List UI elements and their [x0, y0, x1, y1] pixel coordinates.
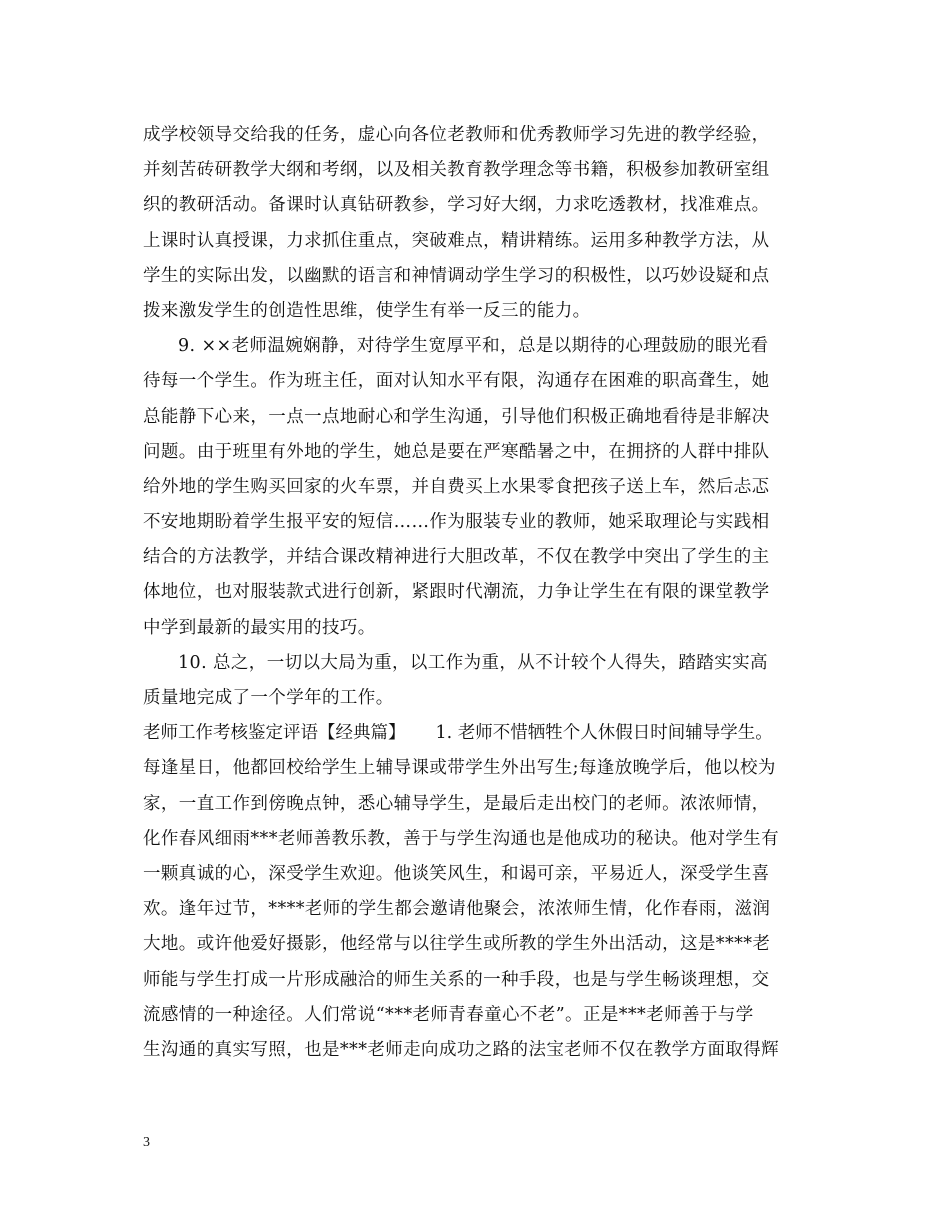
- text-line: 织的教研活动。备课时认真钻研教参，学习好大纲，力求吃透教材，找准难点。: [143, 195, 770, 216]
- text-line: 总能静下心来，一点一点地耐心和学生沟通，引导他们积极正确地看待是非解决: [143, 406, 770, 427]
- text-line: 体地位，也对服装款式进行创新，紧跟时代潮流，力争让学生在有限的课堂教学: [143, 582, 770, 603]
- text-line: 上课时认真授课，力求抓住重点，突破难点，精讲精练。运用多种教学方法，从: [143, 230, 770, 251]
- text-line: 家，一直工作到傍晚点钟，悉心辅导学生，是最后走出校门的老师。浓浓师情，: [143, 793, 770, 814]
- text-line: 一颗真诚的心，深受学生欢迎。他谈笑风生，和谒可亲，平易近人，深受学生喜: [143, 863, 770, 884]
- text-line: 中学到最新的最实用的技巧。: [143, 617, 376, 638]
- text-line: 生沟通的真实写照，也是***老师走向成功之路的法宝老师不仅在教学方面取得辉: [143, 1039, 780, 1060]
- paragraph-10-start: 10. 总之，一切以大局为重，以工作为重，从不计较个人得失，踏踏实实高: [178, 652, 768, 673]
- page-number: 3: [143, 1135, 150, 1150]
- text-line: 每逢星日，他都回校给学生上辅导课或带学生外出写生;每逢放晚学后，他以校为: [143, 758, 776, 779]
- text-line: 大地。或许他爱好摄影，他经常与以往学生或所教的学生外出活动，这是****老: [143, 934, 771, 955]
- document-body: [143, 118, 823, 1068]
- text-line: 给外地的学生购买回家的火车票，并自费买上水果零食把孩子送上车，然后忐忑: [143, 476, 770, 497]
- section-heading: 老师工作考核鉴定评语【经典篇】: [143, 723, 406, 744]
- text-line: 师能与学生打成一片形成融洽的师生关系的一种手段，也是与学生畅谈理想，交: [143, 969, 770, 990]
- section-first-text: 1. 老师不惜牺牲个人休假日时间辅导学生。: [435, 723, 773, 744]
- section-heading-line: [143, 716, 823, 751]
- paragraph-9-start: 9. ××老师温婉娴静，对待学生宽厚平和，总是以期待的心理鼓励的眼光看: [178, 336, 769, 357]
- text-line: 成学校领导交给我的任务，虚心向各位老教师和优秀教师学习先进的教学经验，: [143, 125, 770, 145]
- text-line: 学生的实际出发，以幽默的语言和神情调动学生学习的积极性，以巧妙设疑和点: [143, 265, 770, 286]
- text-line: 结合的方法教学，并结合课改精神进行大胆改革，不仅在教学中突出了学生的主: [143, 547, 770, 568]
- text-line: 流感情的一种途径。人们常说“***老师青春童心不老”。正是***老师善于与学: [143, 1004, 754, 1025]
- text-line: 并刻苦砖研教学大纲和考纲，以及相关教育教学理念等书籍，积极参加教研室组: [143, 160, 770, 181]
- text-line: 质量地完成了一个学年的工作。: [143, 688, 394, 708]
- text-line: 化作春风细雨***老师善教乐教，善于与学生沟通也是他成功的秘诀。他对学生有: [143, 828, 780, 849]
- text-line: 问题。由于班里有外地的学生，她总是要在严寒酷暑之中，在拥挤的人群中排队: [143, 441, 770, 462]
- text-line: 待每一个学生。作为班主任，面对认知水平有限，沟通存在困难的职高聋生，她: [143, 371, 770, 392]
- text-line: 拨来激发学生的创造性思维，使学生有举一反三的能力。: [143, 300, 591, 321]
- text-line: 不安地期盼着学生报平安的短信……作为服装专业的教师，她采取理论与实践相: [143, 512, 770, 533]
- text-line: 欢。逢年过节，****老师的学生都会邀请他聚会，浓浓师生情，化作春雨，滋润: [143, 899, 771, 920]
